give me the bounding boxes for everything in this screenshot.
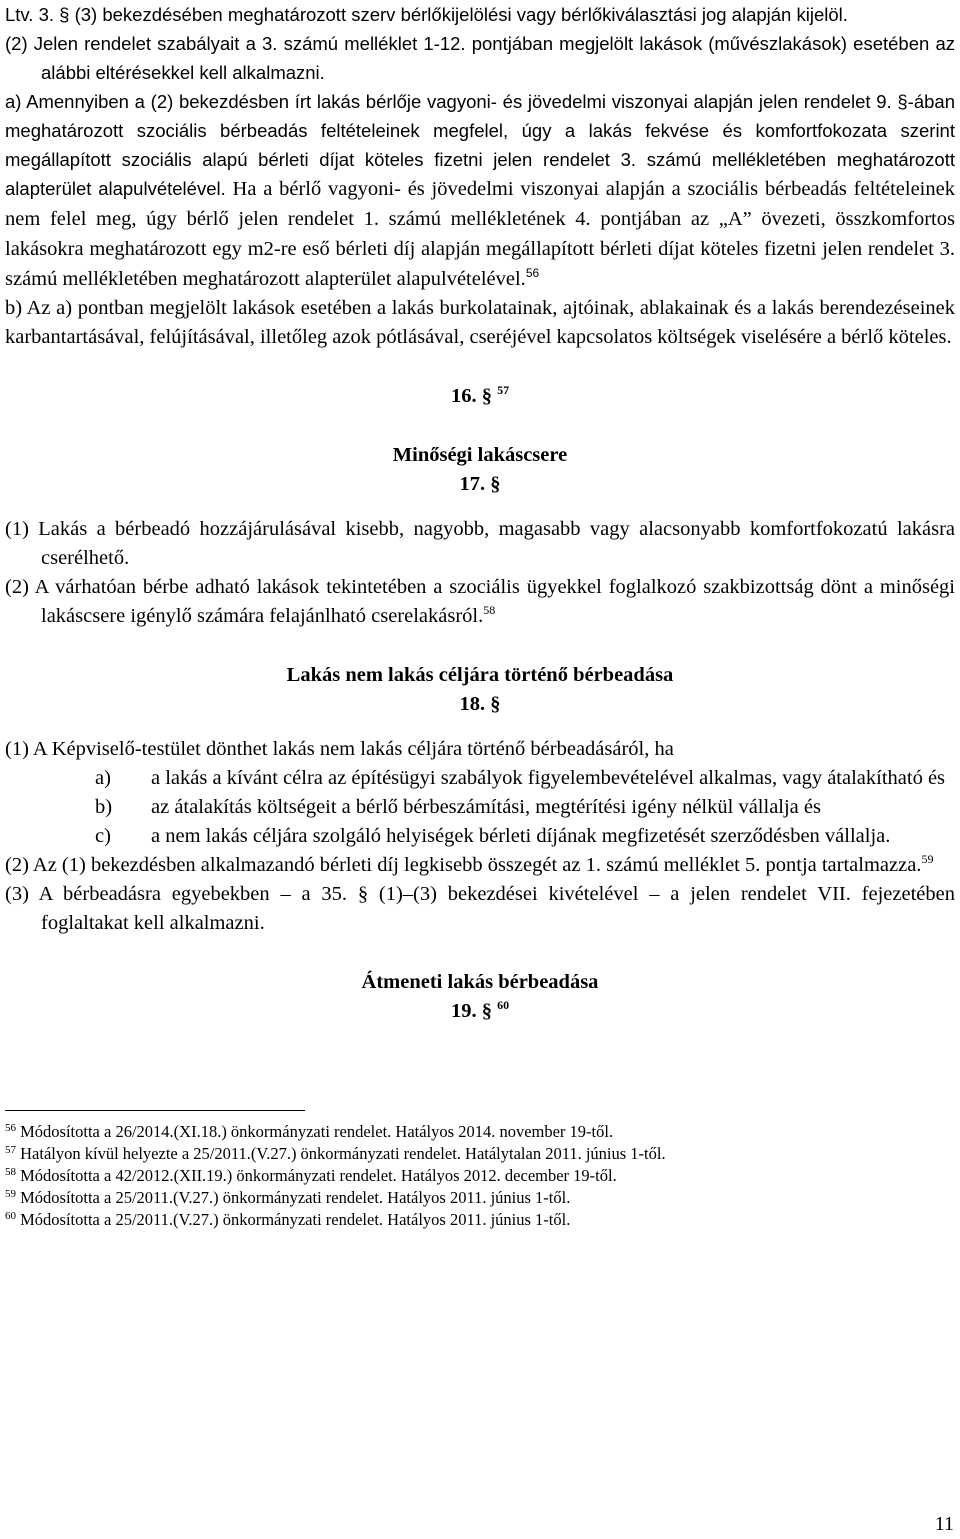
- item-c-label: c): [95, 825, 111, 847]
- paragraph-a: [5, 87, 955, 294]
- section-18-p2: [5, 851, 955, 880]
- footnote-number: 60: [5, 1210, 16, 1222]
- item-b-text: az átalakítás költségeit a bérlő bérbeszámítási, megtérítési igény nélkül vállalja és: [151, 796, 821, 818]
- footnote-ref-56: 56: [525, 266, 540, 280]
- item-c-text: a nem lakás céljára szolgáló helyiségek bérleti díjának megfizetését szerződésben vállalja.: [151, 825, 891, 847]
- section-18-p2-text: (2) Az (1) bekezdésben alkalmazandó bérleti díj legkisebb összegét az 1. számú melléklet 5. pontja tartalmazza.: [5, 854, 922, 876]
- section-17-title: Minőségi lakáscsere: [392, 444, 568, 466]
- footnote-58: [5, 1165, 955, 1187]
- section-17-p2-text: (2) A várhatóan bérbe adható lakások tekintetében a szociális ügyekkel foglalkozó szakbizottság dönt a minőségi lakáscsere igénylő számára felajánlható cserelakásról.: [5, 576, 955, 627]
- section-17-p1: (1) Lakás a bérbeadó hozzájárulásával kisebb, nagyobb, magasabb vagy alacsonyabb komfortfokozatú lakásra cserélhető.: [5, 518, 955, 569]
- paragraph-a-text: a) Amennyiben a (2) bekezdésben írt lakás bérlője vagyoni- és jövedelmi viszonyai alapján jelen rendelet 9. §-ában meghatározott szociális bérbeadás feltételeinek megfelel, úgy a lakás fekvése és komfortfokozata szerint megállapított szociális alapú bérleti díjat köteles fizetni jelen rendelet 3. számú mellékletében meghatározott alapterület alapulvételével.: [5, 91, 955, 199]
- section-18-label: 18. §: [459, 693, 501, 715]
- section-16-number: 16. §: [450, 385, 492, 407]
- footnote-ref-59: 59: [921, 852, 934, 866]
- footnote-separator: [5, 1110, 305, 1111]
- section-16-label: [5, 382, 955, 411]
- item-b-label: b): [95, 796, 113, 818]
- footnote-number: 58: [5, 1166, 16, 1178]
- footnote-60: [5, 1209, 955, 1231]
- footnote-56: [5, 1121, 955, 1143]
- section-18-item-c: [95, 822, 955, 851]
- footnote-59: [5, 1187, 955, 1209]
- paragraph-b: b) Az a) pontban megjelölt lakások esetében a lakás burkolatainak, ajtóinak, ablakainak és a lakás berendezéseinek karbantartásával, felújításával, illetőleg azok pótlásával, cseréjével kapcsolatos költségek viselésére a bérlő köteles.: [5, 297, 955, 348]
- item-a-label: a): [95, 767, 111, 789]
- section-18-title: Lakás nem lakás céljára történő bérbeadása: [286, 664, 674, 686]
- footnote-number: 59: [5, 1188, 16, 1200]
- footnote-number: 57: [5, 1144, 16, 1156]
- section-17-p2: [5, 573, 955, 631]
- page-number: 11: [934, 1513, 954, 1535]
- paragraph-2: (2) Jelen rendelet szabályait a 3. számú melléklet 1-12. pontjában megjelölt lakások (művészlakások) esetében az alábbi eltérésekkel kell alkalmazni.: [5, 33, 955, 83]
- footnote-text: Módosította a 26/2014.(XI.18.) önkormányzati rendelet. Hatályos 2014. november 19-től.: [20, 1122, 614, 1141]
- section-19-label: [5, 997, 955, 1026]
- document-page: [5, 0, 955, 1231]
- footnote-text: Módosította a 25/2011.(V.27.) önkormányzati rendelet. Hatályos 2011. június 1-től.: [20, 1210, 571, 1229]
- section-19-number: 19. §: [450, 1000, 492, 1022]
- section-17-label: 17. §: [459, 473, 501, 495]
- footnote-number: 56: [5, 1122, 16, 1134]
- section-19-title: Átmeneti lakás bérbeadása: [361, 971, 599, 993]
- section-18-p1: (1) A Képviselő-testület dönthet lakás nem lakás céljára történő bérbeadásáról, ha: [5, 738, 674, 760]
- footnotes: [5, 1121, 955, 1231]
- footnote-text: Módosította a 25/2011.(V.27.) önkormányzati rendelet. Hatályos 2011. június 1-től.: [20, 1188, 571, 1207]
- section-18-item-a: [95, 764, 955, 793]
- paragraph-ltv: Ltv. 3. § (3) bekezdésében meghatározott szerv bérlőkijelölési vagy bérlőkiválasztási jog alapján kijelöl.: [5, 4, 848, 25]
- footnote-57: [5, 1143, 955, 1165]
- footnote-text: Hatályon kívül helyezte a 25/2011.(V.27.) önkormányzati rendelet. Hatálytalan 2011. június 1-től.: [20, 1144, 666, 1163]
- section-18-item-b: [95, 793, 955, 822]
- section-18-p3: (3) A bérbeadásra egyebekben – a 35. § (1)–(3) bekezdései kivételével – a jelen rendelet VII. fejezetében foglaltakat kell alkalmazni.: [5, 883, 955, 934]
- item-a-text: a lakás a kívánt célra az építésügyi szabályok figyelembevételével alkalmas, vagy átalakítható és: [151, 767, 946, 789]
- paragraph-a2-text: Ha a bérlő vagyoni- és jövedelmi viszonyai alapján a szociális bérbeadás feltételeinek nem felel meg, úgy bérlő jelen rendelet 1. számú mellékletének 4. pontjában az „A” övezeti, összkomfortos lakásokra meghatározott egy m2-re eső bérleti díj alapján megállapított bérleti díjat köteles fizetni jelen rendelet 3. számú mellékletében meghatározott alapterület alapulvételével.: [5, 178, 955, 290]
- footnote-ref-58: 58: [483, 603, 496, 617]
- footnote-text: Módosította a 42/2012.(XII.19.) önkormányzati rendelet. Hatályos 2012. december 19-től.: [20, 1166, 617, 1185]
- footnote-ref-57: 57: [497, 383, 510, 397]
- footnote-ref-60: 60: [497, 998, 510, 1012]
